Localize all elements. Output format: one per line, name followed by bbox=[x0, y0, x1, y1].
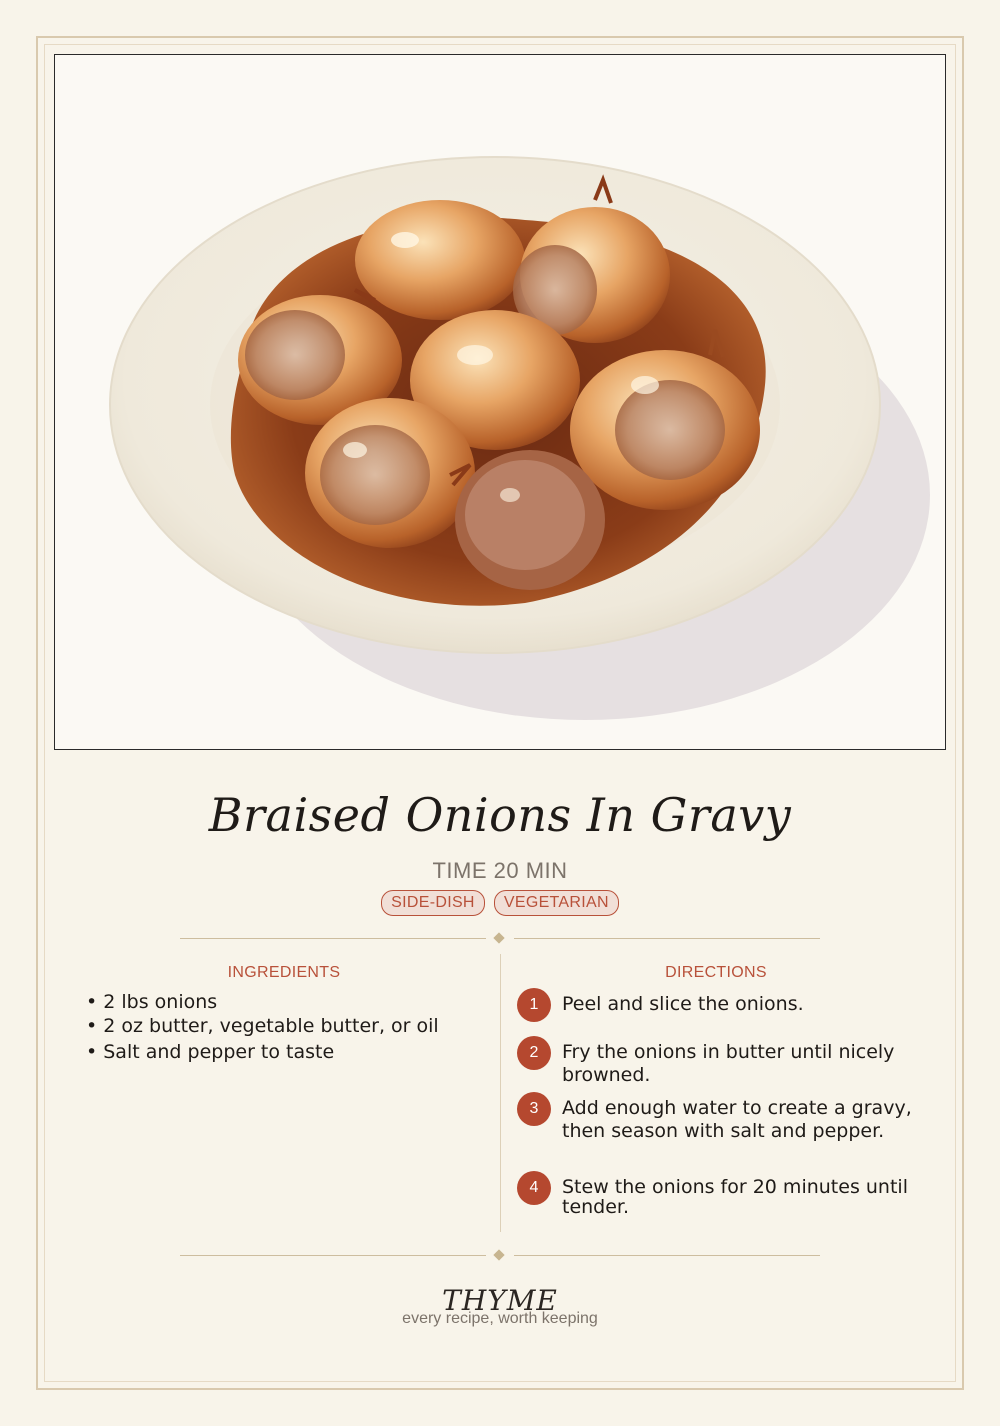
ingredient-item: • Salt and pepper to taste bbox=[86, 1041, 335, 1063]
ingredient-item: • 2 lbs onions bbox=[86, 991, 218, 1013]
diamond-ornament-icon bbox=[493, 932, 504, 943]
ingredients-heading: INGREDIENTS bbox=[227, 964, 341, 981]
tag-list bbox=[0, 890, 1000, 916]
brand-tagline: every recipe, worth keeping bbox=[402, 1310, 598, 1327]
step-number: 4 bbox=[517, 1171, 551, 1205]
step-number: 1 bbox=[517, 988, 551, 1022]
column-divider bbox=[500, 954, 501, 1232]
brand-logo: THYME bbox=[442, 1284, 558, 1317]
recipe-photo bbox=[54, 54, 946, 750]
divider-top bbox=[180, 933, 820, 945]
diamond-ornament-icon bbox=[493, 1249, 504, 1260]
direction-step bbox=[517, 1171, 927, 1221]
divider-bottom bbox=[180, 1250, 820, 1262]
direction-step bbox=[517, 988, 927, 1024]
directions-heading: DIRECTIONS bbox=[665, 964, 767, 981]
step-text: Add enough water to create a gravy, then season with salt and pepper. bbox=[562, 1097, 912, 1142]
step-number: 2 bbox=[517, 1036, 551, 1070]
tag-vegetarian[interactable]: VEGETARIAN bbox=[494, 890, 619, 916]
direction-step bbox=[517, 1036, 927, 1086]
step-text: Stew the onions for 20 minutes until tender. bbox=[562, 1176, 908, 1218]
recipe-title: Braised Onions In Gravy bbox=[208, 788, 792, 842]
cook-time: TIME 20 MIN bbox=[432, 858, 568, 883]
ingredients-list bbox=[86, 990, 486, 1064]
tag-side-dish[interactable]: SIDE-DISH bbox=[381, 890, 485, 916]
direction-step bbox=[517, 1092, 927, 1166]
step-text: Peel and slice the onions. bbox=[562, 993, 804, 1015]
ingredient-item: • 2 oz butter, vegetable butter, or oil bbox=[86, 1015, 439, 1037]
step-text: Fry the onions in butter until nicely browned. bbox=[562, 1041, 895, 1086]
step-number: 3 bbox=[517, 1092, 551, 1126]
